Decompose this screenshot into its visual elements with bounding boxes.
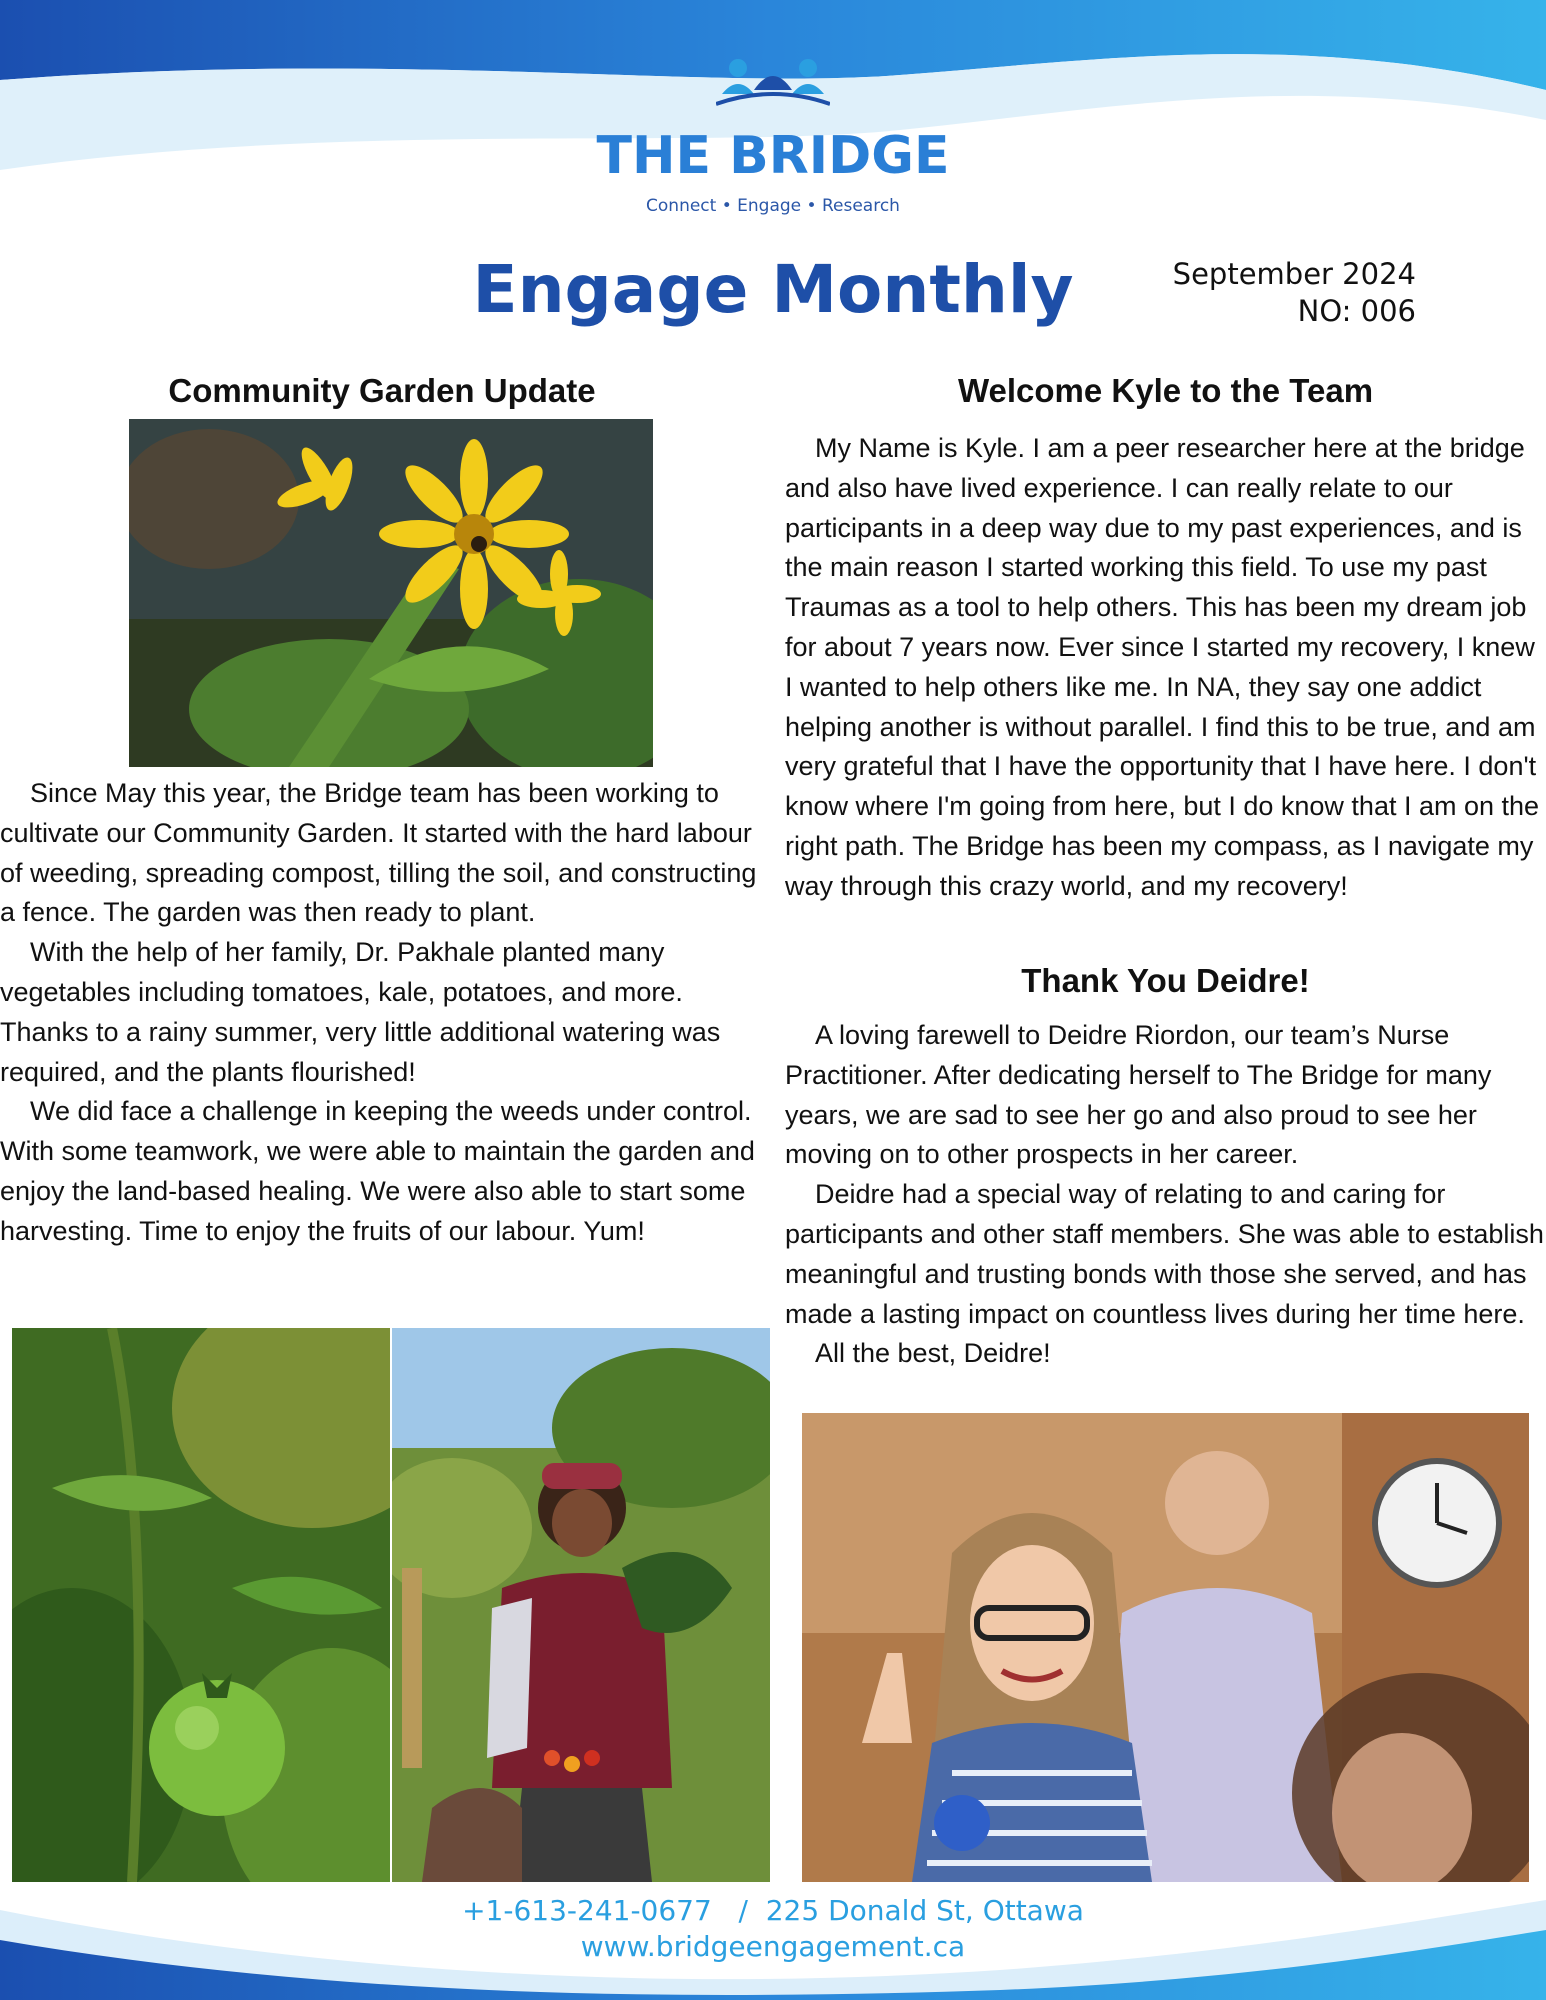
garden-article-body [0,774,776,1252]
logo-people-icon [716,44,830,106]
newsletter-title: Engage Monthly [472,251,1074,328]
deidre-paragraph: Deidre had a special way of relating to and caring for participants and other staff members. She was able to establish meaningful and trusting bonds with those she served, and has made a lasting impact on countless lives during her time here. [785,1179,1544,1329]
garden-paragraph: Since May this year, the Bridge team has been working to cultivate our Community Garden. It started with the hard labour of weeding, spreading compost, tilling the soil, and constructing a fence. The garden was then ready to plant. [0,778,757,928]
harvest-photo [392,1328,770,1882]
deidre-paragraph: All the best, Deidre! [815,1338,1051,1369]
deidre-photo [802,1413,1529,1882]
issue-info [1110,256,1416,330]
deidre-article-body [785,1016,1546,1374]
deidre-paragraph: A loving farewell to Deidre Riordon, our team’s Nurse Practitioner. After dedicating herself to The Bridge for many years, we are sad to see her go and also proud to see her moving on to other prospects in her career. [785,1020,1492,1170]
garden-paragraph: With the help of her family, Dr. Pakhale planted many vegetables including tomatoes, kale, potatoes, and more. Thanks to a rainy summer, very little additional watering was required, and the plants flourished! [0,937,721,1087]
logo-wordmark: THE BRIDGE [596,126,950,186]
issue-number: NO: 006 [1297,294,1416,328]
issue-date: September 2024 [1172,257,1416,291]
kyle-heading: Welcome Kyle to the Team [957,372,1374,409]
sunflower-photo [129,419,653,767]
footer-website-link[interactable]: www.bridgeengagement.ca [580,1930,966,1963]
kyle-article-body [785,429,1546,907]
deidre-heading: Thank You Deidre! [1021,962,1310,999]
logo-tagline: Connect • Engage • Research [646,196,900,216]
garden-heading: Community Garden Update [168,372,596,409]
kyle-paragraph: My Name is Kyle. I am a peer researcher here at the bridge and also have lived experience. I can really relate to our participants in a deep way due to my past experiences, and is the main reason I started working this field. To use my past Traumas as a tool to help others. This has been my dream job for about 7 years now. Ever since I started my recovery, I knew I wanted to help others like me. In NA, they say one addict helping another is without parallel. I find this to be true, and am very grateful that I have the opportunity that I have here. I don't know where I'm going from here, but I do know that I am on the right path. The Bridge has been my compass, as I navigate my way through this crazy world, and my recovery! [785,433,1540,901]
tomato-photo [12,1328,390,1882]
garden-paragraph: We did face a challenge in keeping the weeds under control. With some teamwork, we were able to maintain the garden and enjoy the land-based healing. We were also able to start some harvesting. Time to enjoy the fruits of our labour. Yum! [0,1096,755,1246]
footer-contact: +1-613-241-0677 / 225 Donald St, Ottawa [462,1894,1084,1927]
